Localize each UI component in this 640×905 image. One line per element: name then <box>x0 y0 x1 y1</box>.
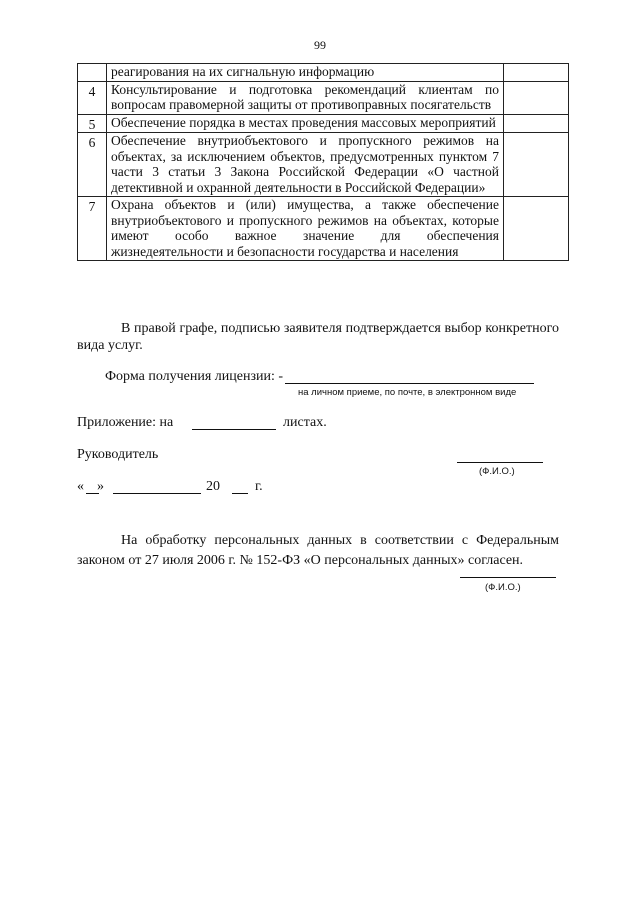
row-service-text: реагирования на их сигнальную информацию <box>107 64 504 82</box>
attachment-pages-field[interactable] <box>192 429 276 430</box>
row-service-text: Консультирование и подготовка рекомендаций клиентам по вопросам правомерной защиты от противоправных посягательств <box>107 81 504 114</box>
license-form-hint: на личном приеме, по почте, в электронном виде <box>298 387 517 398</box>
consent-signature-field[interactable] <box>460 577 556 578</box>
director-signature-field[interactable] <box>457 462 543 463</box>
table-row <box>78 133 569 197</box>
attachment-prefix: Приложение: на <box>77 415 174 430</box>
page-number: 99 <box>314 38 326 52</box>
row-service-text: Охрана объектов и (или) имущества, а также обеспечение внутриобъектового и пропускного режимов на объектах, которые имеют особо важное значение для обеспечения жизнедеятельности и безопасности государства и населения <box>107 197 504 261</box>
license-form-field[interactable] <box>285 383 534 384</box>
table-row <box>78 197 569 261</box>
attachment-suffix: листах. <box>283 415 327 430</box>
date-year-prefix: 20 <box>206 479 220 494</box>
row-service-text: Обеспечение внутриобъектового и пропускного режимов на объектах, за исключением объектов, предусмотренных пунктом 7 части 3 статьи 3 Закона Российской Федерации «О частной детективной и охранной деятельности в Российской Федерации» <box>107 133 504 197</box>
date-year-field[interactable] <box>232 493 248 494</box>
row-number: 5 <box>78 114 107 133</box>
director-fio-hint: (Ф.И.О.) <box>479 466 515 477</box>
row-number: 4 <box>78 81 107 114</box>
confirmation-text: В правой графе, подписью заявителя подтверждается выбор конкретного вида услуг. <box>77 321 559 353</box>
row-number <box>78 64 107 82</box>
services-table <box>77 63 569 261</box>
consent-fio-hint: (Ф.И.О.) <box>485 582 521 593</box>
row-signature-cell[interactable] <box>504 64 569 82</box>
date-month-field[interactable] <box>113 493 201 494</box>
date-close-quote: » <box>97 479 104 494</box>
row-service-text: Обеспечение порядка в местах проведения массовых мероприятий <box>107 114 504 133</box>
date-year-suffix: г. <box>255 479 263 494</box>
table-row <box>78 114 569 133</box>
director-label: Руководитель <box>77 447 159 462</box>
row-signature-cell[interactable] <box>504 114 569 133</box>
date-open-quote: « <box>77 479 84 494</box>
row-signature-cell[interactable] <box>504 197 569 261</box>
license-form-label: Форма получения лицензии: - <box>105 369 284 384</box>
consent-text: На обработку персональных данных в соответствии с Федеральным законом от 27 июля 2006 г. № 152-ФЗ «О персональных данных» согласен. <box>77 533 559 568</box>
table-row <box>78 81 569 114</box>
table-row <box>78 64 569 82</box>
row-number: 7 <box>78 197 107 261</box>
row-signature-cell[interactable] <box>504 133 569 197</box>
row-number: 6 <box>78 133 107 197</box>
row-signature-cell[interactable] <box>504 81 569 114</box>
